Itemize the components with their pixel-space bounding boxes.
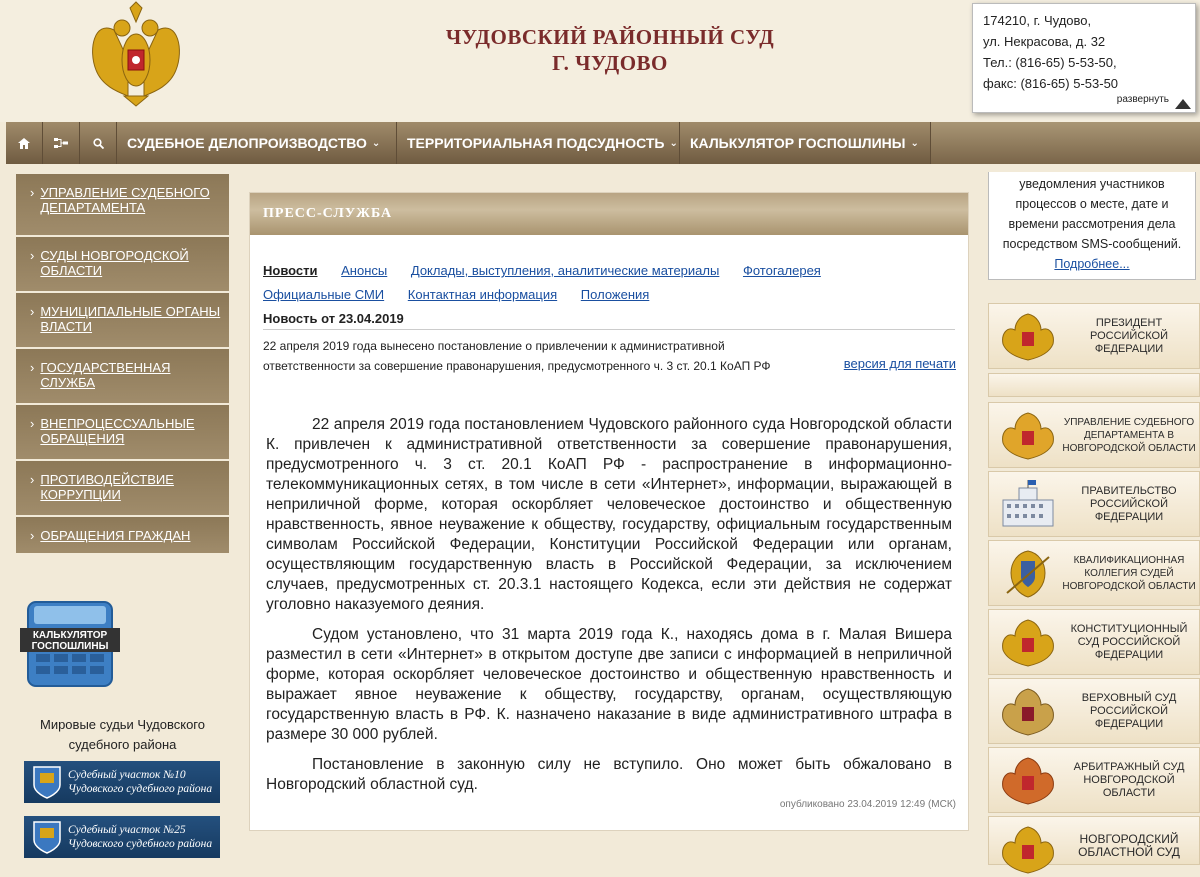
expand-contacts-link[interactable]: развернуть — [1116, 94, 1169, 105]
eagle-icon — [997, 409, 1059, 463]
district-label-line2: Чудовского судебного района — [68, 838, 213, 850]
published-timestamp: опубликовано 23.04.2019 12:49 (МСК) — [779, 799, 956, 810]
banner-arbitration-court[interactable] — [988, 747, 1200, 813]
court-title-line1: ЧУДОВСКИЙ РАЙОННЫЙ СУД — [445, 25, 775, 49]
banner-government[interactable] — [988, 471, 1200, 537]
emblem-icon — [997, 547, 1059, 601]
banner-president[interactable] — [988, 303, 1200, 369]
district-label-line1: Судебный участок №10 — [68, 769, 186, 781]
tab-news[interactable]: Новости — [263, 263, 318, 278]
news-summary: 22 апреля 2019 года вынесено постановление о привлечении к административной ответственности за совершение правонарушения, предусмотренного ч. 3 ст. 20.1 КоАП РФ — [263, 339, 771, 373]
section-title: ПРЕСС-СЛУЖБА — [250, 193, 968, 235]
chevron-down-icon: ⌄ — [910, 137, 919, 149]
banner-spacer — [988, 373, 1200, 397]
main-content-panel — [249, 192, 969, 831]
tab-announcements[interactable]: Анонсы — [341, 263, 388, 278]
nav-item-label: ТЕРРИТОРИАЛЬНАЯ ПОДСУДНОСТЬ — [407, 135, 665, 151]
banner-label: КОНСТИТУЦИОННЫЙ СУД РОССИЙСКОЙ ФЕДЕРАЦИИ — [1070, 622, 1188, 661]
eagle-icon — [997, 685, 1059, 739]
chevron-right-icon: › — [30, 304, 35, 319]
sidebar-item-label: ГОСУДАРСТВЕННАЯ СЛУЖБА — [40, 360, 171, 390]
tab-official-media[interactable]: Официальные СМИ — [263, 287, 385, 302]
district-25-button[interactable] — [24, 816, 220, 858]
eagle-icon — [997, 754, 1059, 808]
contact-fax: факс: (816-65) 5-53-50 — [983, 76, 1119, 91]
home-icon[interactable] — [6, 122, 43, 164]
banner-label: ПРАВИТЕЛЬСТВО РОССИЙСКОЙ ФЕДЕРАЦИИ — [1081, 484, 1177, 523]
main-nav — [6, 122, 1200, 164]
calculator-icon — [20, 600, 120, 690]
sms-text: уведомления участников процессов о месте, дате и времени рассмотрения дела посредством SMS-сообщений. — [1002, 177, 1182, 251]
sitemap-icon[interactable] — [43, 122, 80, 164]
nav-item-label: СУДЕБНОЕ ДЕЛОПРОИЗВОДСТВО — [127, 135, 367, 151]
sidebar-item-citizen-appeals[interactable] — [16, 517, 229, 555]
sidebar-item-extraprocedural[interactable] — [16, 405, 229, 461]
tab-regulations[interactable]: Положения — [580, 287, 650, 302]
tab-photogallery[interactable]: Фотогалерея — [742, 263, 821, 278]
banner-label: АРБИТРАЖНЫЙ СУД НОВГОРОДСКОЙ ОБЛАСТИ — [1073, 760, 1185, 799]
region-shield-icon — [32, 765, 62, 799]
tab-contact-info[interactable]: Контактная информация — [407, 287, 558, 302]
banner-constitutional-court[interactable] — [988, 609, 1200, 675]
world-judges-caption — [16, 715, 229, 755]
district-label-line2: Чудовского судебного района — [68, 783, 213, 795]
chevron-right-icon: › — [30, 472, 35, 487]
chevron-right-icon: › — [30, 185, 35, 200]
sidebar-item-label: МУНИЦИПАЛЬНЫЕ ОРГАНЫ ВЛАСТИ — [40, 304, 221, 334]
banner-qualification-board[interactable] — [988, 540, 1200, 606]
court-title — [380, 24, 840, 76]
court-title-line2: Г. ЧУДОВО — [552, 51, 668, 75]
nav-item-fee-calculator[interactable] — [680, 122, 931, 164]
sidebar-item-civil-service[interactable] — [16, 349, 229, 405]
contact-address1: 174210, г. Чудово, — [983, 13, 1092, 28]
article-paragraph: 22 апреля 2019 года постановлением Чудовского районного суда Новгородской области К. привлечен к административной ответственности за совершение правонарушения, предусмотренного ч. 3 ст. 20.1 КоАП РФ - распространение в информационно-телекоммуникационных сетях, в том числе в сети «Интернет», информации, выражающей в неприличной форме, которая оскорбляет человеческое достоинство и общественную нравственность, явное неуважение к обществу, государству, официальным государственным символам Российской Федерации, Конституции Российской Федерации или органам, осуществляющим государственную власть в Российской Федерации, за исключением случаев, предусмотренных ст. 20.3.1 настоящего Кодекса, если эти действия не содержат уголовно наказуемого деяния. — [266, 416, 952, 613]
sidebar-item-label: СУДЫ НОВГОРОДСКОЙ ОБЛАСТИ — [40, 248, 189, 278]
article-body — [266, 415, 952, 805]
fee-calculator-widget[interactable] — [20, 600, 120, 690]
contact-phone: Тел.: (816-65) 5-53-50, — [983, 55, 1117, 70]
left-sidebar-menu — [16, 174, 229, 555]
banner-label: КВАЛИФИКАЦИОННАЯ КОЛЛЕГИЯ СУДЕЙ НОВГОРОДСКОЙ ОБЛАСТИ — [1062, 554, 1196, 592]
eagle-icon — [997, 823, 1059, 877]
russian-eagle-emblem-icon — [84, 0, 188, 108]
eagle-icon — [997, 616, 1059, 670]
sidebar-item-courts[interactable] — [16, 237, 229, 293]
banner-judicial-department[interactable] — [988, 402, 1200, 468]
sidebar-item-label: ОБРАЩЕНИЯ ГРАЖДАН — [40, 528, 191, 543]
nav-item-label: КАЛЬКУЛЯТОР ГОСПОШЛИНЫ — [690, 135, 906, 151]
site-header — [0, 0, 1200, 122]
chevron-down-icon: ⌄ — [669, 137, 678, 149]
chevron-down-icon: ⌄ — [371, 137, 381, 149]
sidebar-item-judicial-department[interactable] — [16, 174, 229, 237]
banner-label: ВЕРХОВНЫЙ СУД РОССИЙСКОЙ ФЕДЕРАЦИИ — [1081, 691, 1177, 730]
article-paragraph: Судом установлено, что 31 марта 2019 года К., находясь дома в г. Малая Вишера разместил в сети «Интернет» в открытом доступе две записи с информацией в неприличной форме, которая оскорбляет человеческое достоинство и общественную нравственность и выражает явное неуважение к обществу, государству, органам, осуществляющую государственную власть в РФ. К. назначено наказание в виде административного штрафа в размере 30 000 рублей. — [266, 626, 952, 743]
region-shield-icon — [32, 820, 62, 854]
expand-arrow-icon[interactable] — [1175, 99, 1191, 109]
banner-regional-court[interactable] — [988, 816, 1200, 865]
tab-reports[interactable]: Доклады, выступления, аналитические материалы — [410, 263, 720, 278]
district-label-line1: Судебный участок №25 — [68, 824, 186, 836]
nav-item-territorial-jurisdiction[interactable] — [397, 122, 680, 164]
banner-label: НОВГОРОДСКИЙ ОБЛАСТНОЙ СУД — [1078, 832, 1180, 859]
banner-label: ПРЕЗИДЕНТ РОССИЙСКОЙ ФЕДЕРАЦИИ — [1089, 316, 1169, 355]
chevron-right-icon: › — [30, 416, 35, 431]
calculator-label-line1: КАЛЬКУЛЯТОР — [32, 630, 108, 641]
banner-supreme-court[interactable] — [988, 678, 1200, 744]
article-paragraph: Постановление в законную силу не вступило. Оно может быть обжаловано в Новгородский областной суд. — [266, 756, 952, 793]
news-heading: Новость от 23.04.2019 — [263, 311, 404, 326]
eagle-icon — [997, 310, 1059, 364]
chevron-right-icon: › — [30, 360, 35, 375]
banner-label: УПРАВЛЕНИЕ СУДЕБНОГО ДЕПАРТАМЕНТА В НОВГОРОДСКОЙ ОБЛАСТИ — [1062, 416, 1196, 454]
building-icon — [997, 478, 1059, 532]
main-nav-inner — [6, 122, 931, 164]
sidebar-item-municipal[interactable] — [16, 293, 229, 349]
contact-address2: ул. Некрасова, д. 32 — [983, 34, 1106, 49]
district-10-button[interactable] — [24, 761, 220, 803]
sidebar-item-anticorruption[interactable] — [16, 461, 229, 517]
sidebar-item-label: УПРАВЛЕНИЕ СУДЕБНОГО ДЕПАРТАМЕНТА — [40, 185, 210, 215]
sms-notification-box — [988, 172, 1196, 280]
press-tabs — [263, 259, 963, 307]
sidebar-item-label: ПРОТИВОДЕЙСТВИЕ КОРРУПЦИИ — [40, 472, 174, 502]
world-judges-caption-line2: судебного района — [68, 737, 177, 752]
search-icon[interactable] — [80, 122, 117, 164]
chevron-right-icon: › — [30, 248, 35, 263]
sms-more-link[interactable]: Подробнее... — [1054, 257, 1130, 271]
nav-item-court-proceedings[interactable] — [117, 122, 397, 164]
print-version-link[interactable]: версия для печати — [843, 356, 956, 371]
contact-box — [972, 3, 1196, 113]
chevron-right-icon: › — [30, 528, 35, 543]
sidebar-item-label: ВНЕПРОЦЕССУАЛЬНЫЕ ОБРАЩЕНИЯ — [40, 416, 195, 446]
world-judges-caption-line1: Мировые судьи Чудовского — [39, 717, 205, 732]
divider — [263, 329, 955, 330]
calculator-label-line2: ГОСПОШЛИНЫ — [31, 641, 109, 652]
